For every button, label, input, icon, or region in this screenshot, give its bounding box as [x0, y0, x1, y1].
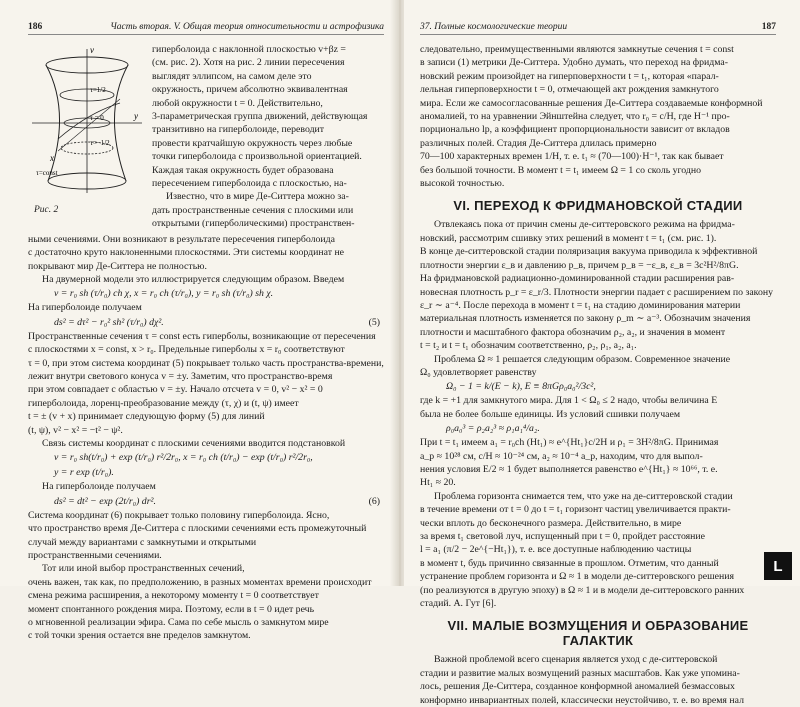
body-line: в записи (1) метрики Де-Ситтера. Удобно думать, что переход на фридма-	[420, 57, 728, 69]
side-line: Каждая такая окружность будет образована	[152, 164, 334, 176]
right-page-number: 187	[761, 22, 776, 32]
body-line: ε_r ∼ a⁻⁴. После перехода в момент t = t₁ на стадию доминирования материи	[420, 299, 741, 311]
body-line: l = a₁ (π/2 − 2e^{−Ht₁}), т. е. все доступные наблюдению частицы	[420, 544, 692, 556]
body-line: очень важен, так как, по предположению, в разных моментах времени происходит	[28, 576, 372, 588]
body-line: с той точки зрения остается вне пределов замкнутом.	[28, 630, 251, 642]
body-line: t = ± (v + x) принимает следующую форму (5) для линий	[28, 411, 265, 423]
body-line: новский, рассмотрим сшивку этих решений в момент t = t₁ (см. рис. 1).	[420, 232, 717, 244]
body-line: стадий. А. Гут [6].	[420, 598, 497, 610]
left-page-number: 186	[28, 22, 43, 32]
body-line: стадии и развитие малых возмущений разных масштабов. Как уже упомина-	[420, 667, 740, 679]
equation-substitution-1: v = r₀ sh(t/r₀) + exp (t/r₀) r²/2r₀, x = r₀ ch (t/r₀) − exp (t/r₀) r²/2r₀,	[54, 452, 313, 464]
body-line: высокой точностью.	[420, 178, 505, 190]
body-line: На двумерной модели это иллюстрируется следующим образом. Введем	[42, 273, 345, 285]
body-line: Ht₁ ≈ 20.	[420, 477, 456, 489]
side-line: выглядят эллипсом, на самом деле это	[152, 70, 312, 82]
equation-coords: v = r₀ sh (τ/r₀) ch χ, x = r₀ ch (τ/r₀), y = r₀ sh (τ/r₀) sh χ.	[54, 288, 274, 300]
body-line: новесная плотность p_r = ε_r/3. Плотности энергии падает с расширением по закону	[420, 286, 773, 298]
hyperboloid-diagram	[28, 43, 146, 203]
body-line: a_p ≈ 10²⁸ см, c/H ≈ 10⁻²⁴ см, a₂ ≈ 10⁻⁴ a_p, находим, что для выпол-	[420, 450, 703, 462]
side-line: открытыми (гиперболическими) пространствен-	[152, 218, 355, 230]
axis-y-label: y	[134, 111, 138, 121]
body-line: (t, ψ), v² − x² = −t² − ψ².	[28, 424, 123, 436]
body-line: за время t₁ световой луч, испущенный при t = 0, пройдет расстояние	[420, 531, 706, 542]
equation-matching: ρ₀a₀³ = ρ₂a₂³ ≈ ρ₁a₁⁴/a₂.	[446, 423, 540, 435]
equation-6-body: ds² = dt² − exp (2t/r₀) dr².	[54, 495, 156, 507]
watermark-logo: L	[764, 552, 792, 580]
right-page	[404, 0, 800, 706]
body-line: нения условия E/2 ≈ 1 будет выполняется равенство e^{Ht₁} ≈ 10⁶⁶, т. е.	[420, 463, 718, 475]
side-line: пересечением гиперболоида с плоскостью, на-	[152, 178, 347, 190]
body-line: гиперболоида, лоренц-преобразование между (τ, χ) и (t, ψ) имеет	[28, 397, 299, 409]
body-line: ными сечениями. Они возникают в результате пересечения гиперболоида	[28, 233, 335, 245]
body-line: Ω₀ удовлетворяет равенству	[420, 366, 537, 378]
body-line: На гиперболоиде получаем	[28, 302, 142, 314]
body-line: была не более больше единицы. Из условий сшивки получаем	[420, 408, 681, 420]
body-line: τ = 0, при этом система координат (5) покрывает только часть пространства-времени,	[28, 357, 384, 369]
right-running-title: 37. Полные космологические теории	[420, 22, 568, 32]
equation-6	[28, 494, 384, 509]
left-page	[0, 0, 396, 642]
body-line: при этом совпадает с областью v = ±y. Начало отсчета v = 0, v² − x² = 0	[28, 384, 323, 396]
body-line: плотности энергии ε_в и давлению p_в, причем p_в = −ε_в, ε_в = 3c²H²/8πG.	[420, 259, 739, 271]
body-line: момент спонтанного рождения мира. Поэтому, если в t = 0 идет речь	[28, 603, 315, 615]
body-line: где k = +1 для замкнутого мира. Для 1 < Ω₀ ≤ 2 надо, чтобы величина E	[420, 395, 718, 407]
left-running-head	[28, 22, 384, 35]
body-line: различных полей. Стадия Де-Ситтера длилась примерно	[420, 137, 657, 149]
body-line: мира. Если же самосогласованные решения Де-Ситтера создаваемые конформной	[420, 97, 763, 109]
tau-const-label: τ=const	[36, 169, 58, 177]
body-line: пространственными сечениями.	[28, 550, 162, 561]
figure-2	[28, 43, 146, 231]
equation-omega: Ω₀ − 1 = k/(E − k), E ≡ 8πGρ₀a₀²/3c²,	[446, 381, 596, 393]
section-heading-7: VII. МАЛЫЕ ВОЗМУЩЕНИЯ И ОБРАЗОВАНИЕ ГАЛАКТИК	[447, 618, 749, 649]
body-line: следовательно, преимущественными являются замкнутые сечения t = const	[420, 44, 734, 55]
body-line: устранение проблем горизонта и Ω ≈ 1 в модели де-ситтеровского решения	[420, 571, 735, 583]
axis-v-label: v	[90, 45, 94, 55]
body-line: с достаточно круто наклоненными плоскостями. Эти системы координат не	[28, 247, 345, 259]
body-line: На гиперболоиде получаем	[42, 481, 156, 493]
section-heading-6: VI. ПЕРЕХОД К ФРИДМАНОВСКОЙ СТАДИИ	[453, 198, 743, 214]
body-line: о мгновенной реализации эфира. Сама по себе мысль о замкнутом мире	[28, 617, 329, 629]
body-line: (по реализуются в другую эпоху) в Ω ≈ 1 и в модели де-ситтеровского ранних	[420, 584, 745, 596]
equation-5-body: ds² = dτ² − r₀² sh² (τ/r₀) dχ².	[54, 316, 164, 328]
side-line: транзитивно на гиперболоиде, переводит	[152, 124, 325, 136]
tau-zero-label: τ = 0	[90, 114, 104, 122]
figure-side-text	[152, 43, 384, 231]
body-line: смена режима расширения, а некоторому моменту t = 0 соответствует	[28, 590, 319, 602]
body-line: без большой точности. В момент t = t₁ имеем Ω = 1 со сколь угодно	[420, 164, 702, 176]
body-line: конформно инвариантных полей, классически неустойчиво, т. е. во время нал	[420, 694, 744, 706]
body-line: чески вплоть до бесконечного размера. Действительно, в мире	[420, 517, 682, 529]
body-line: Пространственные сечения τ = const есть гиперболы, возникающие от пересечения	[28, 330, 376, 342]
body-line: в момент t, будь причинно связанные в прошлом. Отметим, что данный	[420, 557, 719, 569]
tau-minus-label: τ=−1/2	[90, 139, 110, 147]
side-line: дать пространственные сечения с плоскими или	[152, 204, 354, 216]
figure-block	[28, 43, 384, 231]
body-line: Система координат (6) покрывает только половину гиперболоида. Ясно,	[28, 509, 330, 521]
body-line: лельная гиперповерхности t = 0, отмечающей акт рождения замкнутого	[420, 84, 719, 96]
body-line: покрывают мир Де-Ситтера не полностью.	[28, 260, 207, 272]
equation-substitution-2: y = r exp (t/r₀).	[54, 467, 114, 479]
equation-5-number: (5)	[368, 316, 380, 328]
equation-5	[28, 315, 384, 330]
body-line: Связь системы координат с плоскими сечениями вводится подстановкой	[42, 437, 346, 449]
body-line: На фридмановской радиационно-доминированной стадии расширения рав-	[420, 273, 735, 285]
side-line: (см. рис. 2). Хотя на рис. 2 линии пересечения	[152, 57, 345, 69]
body-line: Проблема Ω ≈ 1 решается следующим образом. Современное значение	[434, 353, 731, 365]
body-line: Отвлекаясь пока от причин смены де-ситтеровского режима на фридма-	[434, 219, 735, 231]
figure-caption: Рис. 2	[34, 205, 59, 215]
side-line: гиперболоида с наклонной плоскостью v+βz =	[152, 44, 346, 55]
side-line: окружность, причем абсолютно эквивалентная	[152, 84, 348, 96]
body-line: порционально lp, а коэффициент пропорциональности зависит от вкладов	[420, 124, 730, 136]
tau-half-label: τ=1/2	[90, 86, 106, 94]
body-line: в течение времени от t = 0 до t = t₁ горизонт частиц увеличивается практи-	[420, 504, 731, 516]
side-line: любой окружности t = 0. Действительно,	[152, 97, 323, 109]
body-line: что пространство время Де-Ситтера с плоскими сечениями есть промежуточный	[28, 523, 367, 535]
side-line: точки гиперболоида с произвольной ориентацией.	[152, 151, 362, 163]
side-line: провести кратчайшую окружность через любые	[152, 137, 353, 149]
body-line: плотности и масштабного фактора обозначим ρ₂, a₂, и значения в момент	[420, 326, 726, 338]
side-line: Известно, что в мире Де-Ситтера можно за-	[166, 191, 349, 203]
body-line: 70—100 характерных времен 1/H, т. е. t₁ ≈ (70—100)·H⁻¹, так как бывает	[420, 151, 724, 163]
left-running-title: Часть вторая. V. Общая теория относительности и астрофизика	[110, 22, 384, 32]
body-line: новский режим произойдет на гиперповерхности t = t₁, которая «парал-	[420, 70, 719, 82]
axis-x-label: x	[50, 153, 54, 163]
side-line: 3-параметрическая группа движений, действующая	[152, 111, 368, 123]
right-running-head	[420, 22, 776, 35]
body-line: с плоскостями x = const, x > r₀. Предельные гиперболы x = r₀ соответствуют	[28, 344, 345, 356]
body-line: Проблема горизонта снимается тем, что уже на де-ситтеровской стадии	[434, 490, 733, 502]
body-line: случай между вариантами с замкнутыми и открытыми	[28, 536, 257, 548]
equation-6-number: (6)	[368, 495, 380, 507]
body-line: лежит внутри светового конуса v = ±y. Заметим, что пространство-время	[28, 370, 333, 382]
body-line: лось, решения Де-Ситтера, созданное конформной аномалией безмассовых	[420, 681, 735, 693]
body-line: Важной проблемой всего сценария является уход с де-ситтеровской	[434, 654, 718, 666]
body-line: материальная плотность изменяется по закону ρ_m ∼ a⁻³. Обозначим значения	[420, 313, 751, 325]
body-line: В конце де-ситтеровской стадии поляризация вакуума приводила к эффективной	[420, 246, 758, 258]
body-line: t = t₂ и t = t₁ обозначим соответственно, ρ₂, ρ₁, a₂, a₁.	[420, 340, 637, 352]
body-line: Тот или иной выбор пространственных сечений,	[42, 563, 245, 575]
body-line: При t = t₁ имеем a₁ = r₀ch (Ht₁) ≈ e^{Ht₁}c/2H и ρ₁ = 3H²/8πG. Принимая	[420, 437, 719, 449]
body-line: аномалией, то на уравнении Эйнштейна следует, что r₀ = c/H, где H⁻¹ про-	[420, 111, 730, 123]
